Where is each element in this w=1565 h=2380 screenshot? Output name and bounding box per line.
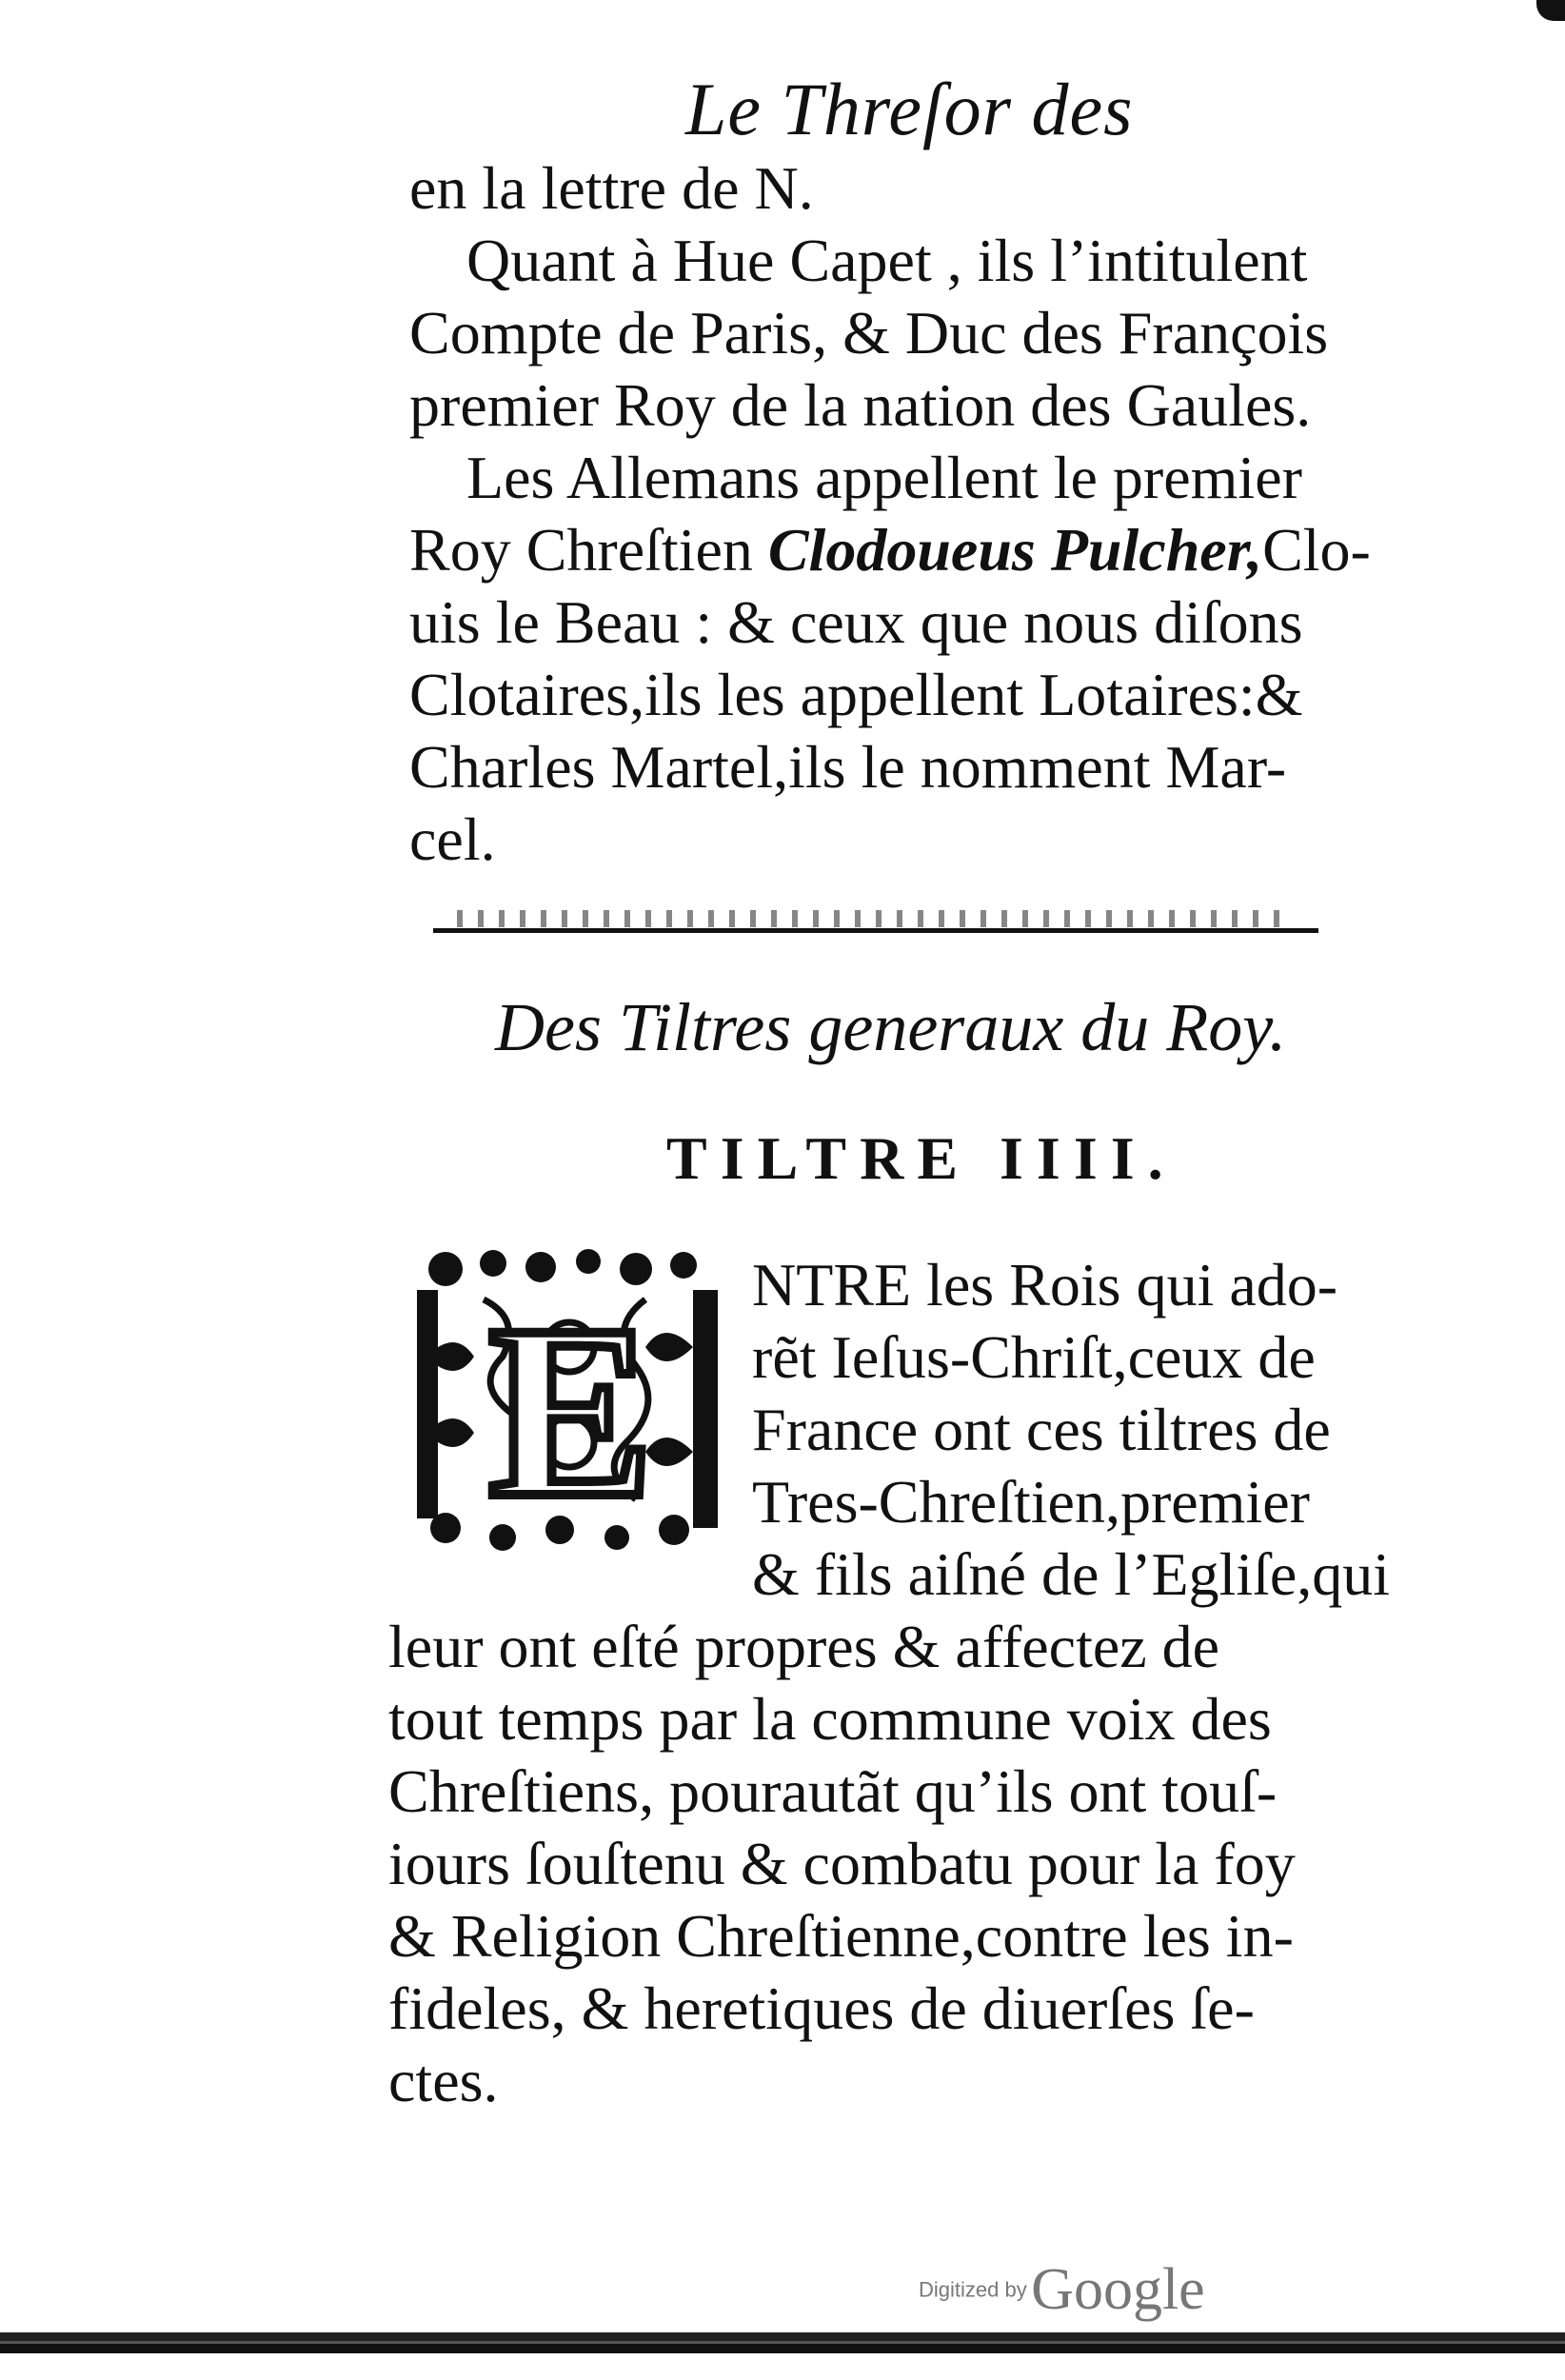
scan-edge-bar <box>0 2332 1565 2353</box>
text-line: cel. <box>409 805 496 873</box>
watermark-prefix: Digitized by <box>919 2277 1027 2302</box>
running-head: Le Threſor des <box>685 68 1134 150</box>
text-line: uis le Beau : & ceux que nous diſons <box>409 588 1303 656</box>
text-fragment: Roy Chreſtien <box>409 516 768 584</box>
text-fragment: Clo- <box>1262 516 1371 584</box>
paragraph-2 <box>409 442 1390 876</box>
text-line: Quant à Hue Capet , ils l’intitulent <box>466 227 1308 294</box>
text-line: ctes. <box>388 2047 499 2114</box>
text-line: iours ſouſtenu & combatu pour la foy <box>388 1830 1296 1897</box>
text-line: Clotaires,ils les appellent Lotaires:& <box>409 661 1303 728</box>
decorated-initial-icon <box>407 1242 736 1557</box>
google-logo: Google <box>1031 2257 1205 2322</box>
digitized-by-google-watermark <box>919 2256 1205 2324</box>
text-line: leur ont eſté propres & affectez de <box>388 1613 1220 1680</box>
section-title: Des Tiltres generaux du Roy. <box>495 989 1287 1065</box>
initial-letter: E <box>488 1275 654 1549</box>
text-line: en la lettre de N. <box>409 154 814 222</box>
paragraph-3-beside-initial <box>752 1249 1399 1611</box>
ornamental-rule-dots <box>457 910 1285 927</box>
ornamental-rule <box>433 928 1318 933</box>
text-line: rẽt Ieſus-Chriſt,ceux de <box>752 1323 1316 1391</box>
text-line: & Religion Chreſtienne,contre les in- <box>388 1902 1294 1970</box>
scan-corner-mark <box>1536 0 1565 21</box>
text-line: NTRE les Rois qui ado- <box>752 1251 1338 1319</box>
text-line: fideles, & heretiques de diuerſes ſe- <box>388 1974 1255 2042</box>
paragraph-3-continued <box>388 1611 1397 2117</box>
text-line: premier Roy de la nation des Gaules. <box>409 371 1312 439</box>
tiltre-heading: TILTRE IIII. <box>666 1124 1177 1192</box>
text-line: Compte de Paris, & Duc des François <box>409 299 1329 367</box>
text-line: Tres-Chreſtien,premier <box>752 1468 1310 1536</box>
text-line <box>409 514 1390 586</box>
text-line: tout temps par la commune voix des <box>388 1685 1272 1753</box>
latin-name: Clodoueus Pulcher, <box>767 516 1263 584</box>
text-line: & fils aiſné de l’Egliſe,qui <box>752 1540 1391 1608</box>
text-line: Les Allemans appellent le premier <box>466 444 1302 511</box>
text-line: Chreſtiens, pourautãt qu’ils ont touſ- <box>388 1757 1278 1825</box>
paragraph-1 <box>409 152 1390 442</box>
text-line: Charles Martel,ils le nomment Mar- <box>409 733 1287 801</box>
text-line: France ont ces tiltres de <box>752 1396 1331 1463</box>
